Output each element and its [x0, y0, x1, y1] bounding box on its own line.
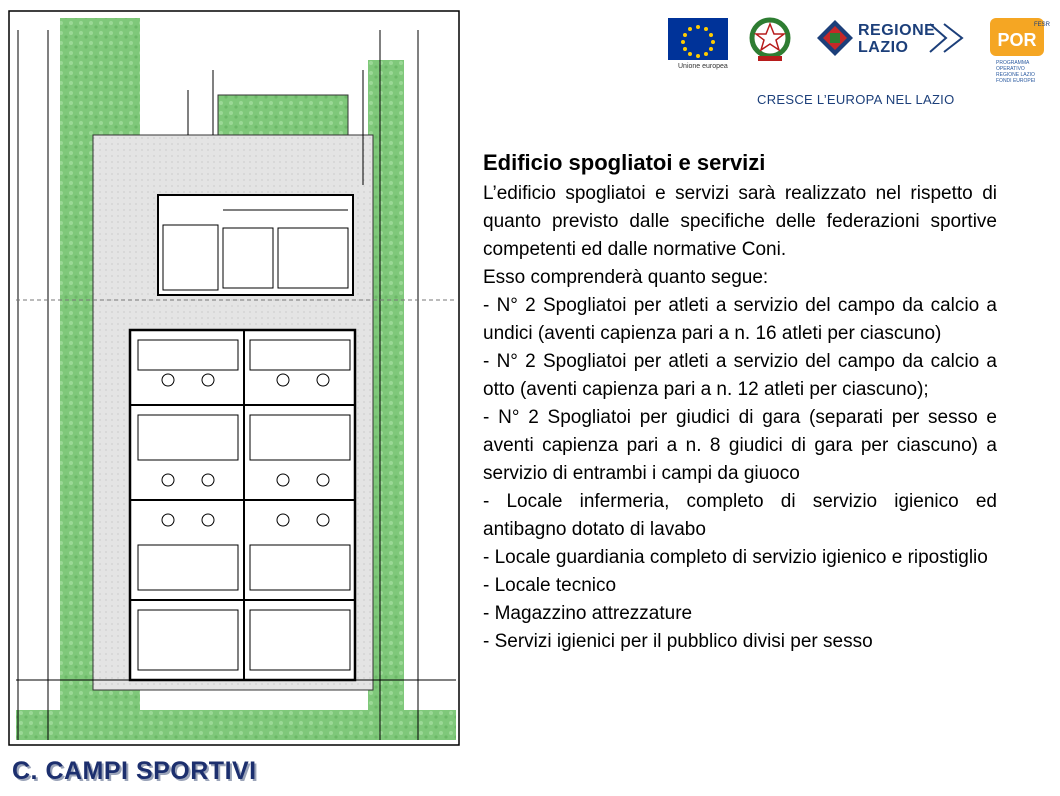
- lead-line: Esso comprenderà quanto segue:: [483, 267, 769, 288]
- section-footer-title: C. CAMPI SPORTIVI: [12, 757, 257, 785]
- por-fesr-badge-icon: [988, 14, 1051, 60]
- por-line: FONDI EUROPEI: [996, 78, 1036, 84]
- description-panel: [483, 148, 997, 656]
- eu-label: Unione europea: [678, 63, 728, 70]
- list-item: - Locale guardiania completo di servizio igienico e ripostiglio: [483, 547, 988, 568]
- list-item: - N° 2 Spogliatoi per atleti a servizio del campo da calcio a undici (aventi capienza pari a n. 16 atleti per ciascuno): [483, 295, 997, 344]
- por-line: PROGRAMMA: [996, 60, 1030, 66]
- section-heading: Edificio spogliatoi e servizi: [483, 150, 766, 175]
- italian-republic-emblem-icon: [748, 16, 792, 64]
- region-line2: LAZIO: [858, 39, 909, 56]
- intro-paragraph: L’edificio spogliatoi e servizi sarà realizzato nel rispetto di quanto previsto dalle specifiche delle federazioni sportive competenti ed dalle normative Coni.: [483, 183, 997, 260]
- por-badge-text: POR: [997, 30, 1037, 50]
- region-line1: REGIONE: [858, 22, 936, 39]
- list-item: - Locale infermeria, completo di servizio igienico ed antibagno dotato di lavabo: [483, 491, 997, 540]
- por-program-lines: [996, 60, 1052, 84]
- regione-lazio-logo-text: [858, 22, 935, 56]
- eu-flag-icon: [668, 18, 728, 60]
- list-item: - Magazzino attrezzature: [483, 603, 693, 624]
- floor-plan-drawing: [8, 10, 460, 746]
- list-item: - N° 2 Spogliatoi per atleti a servizio del campo da calcio a otto (aventi capienza pari a n. 12 atleti per ciascuno);: [483, 351, 997, 400]
- por-line: OPERATIVO: [996, 66, 1025, 72]
- list-item: - Locale tecnico: [483, 575, 617, 596]
- por-line: REGIONE LAZIO: [996, 72, 1035, 78]
- tagline: CRESCE L’EUROPA NEL LAZIO: [757, 92, 955, 107]
- list-item: - Servizi igienici per il pubblico divisi per sesso: [483, 631, 873, 652]
- list-item: - N° 2 Spogliatoi per giudici di gara (separati per sesso e aventi capienza pari a n. 8 giudici di gara per ciascuno) a servizio di entrambi i campi da giuoco: [483, 407, 997, 484]
- lazio-arrows-icon: [928, 20, 964, 56]
- por-small-text: FESR: [1034, 22, 1051, 28]
- regione-lazio-shield-icon: [815, 18, 855, 58]
